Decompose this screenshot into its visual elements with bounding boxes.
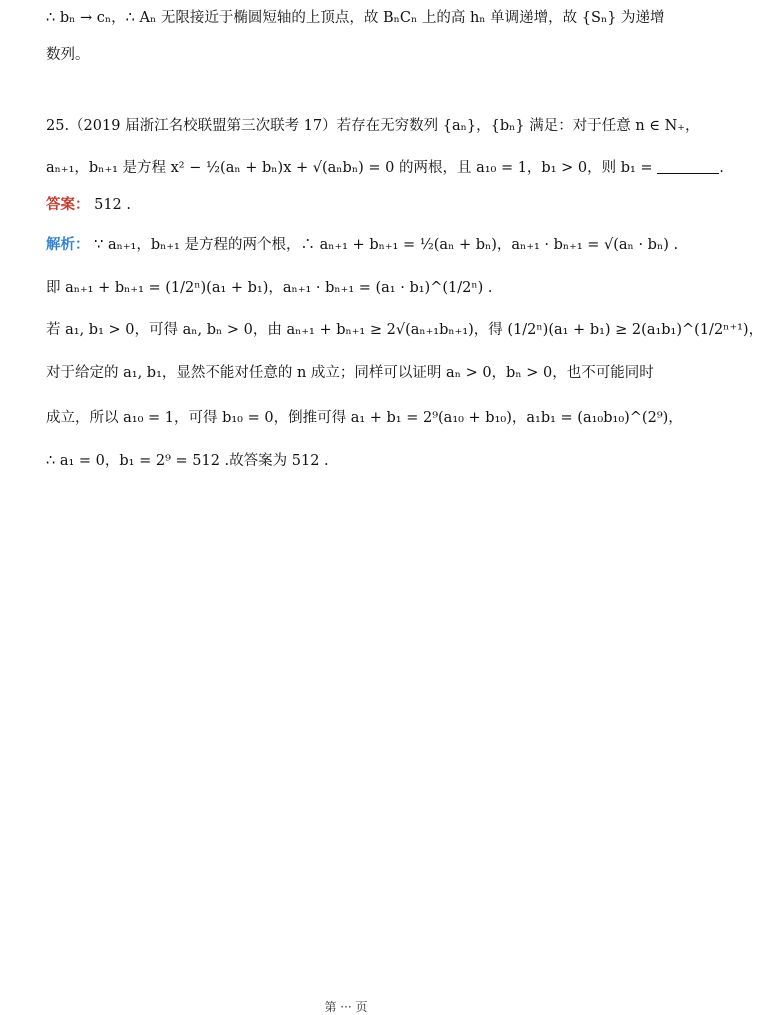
answer-blank [657,159,719,174]
answer-line [46,193,652,217]
prev-solution-line-2: 数列。 [46,47,90,63]
answer-value: 512 . [94,197,132,213]
solution-line-4: 对于给定的 a₁, b₁，显然不能对任意的 n 成立；同样可以证明 aₙ > 0，bₙ > 0，也不可能同时 [46,365,654,381]
solution-line-6: ∴ a₁ = 0，b₁ = 2⁹ = 512 .故答案为 512 . [46,453,329,469]
solution-line-2: 即 aₙ₊₁ + bₙ₊₁ = (1/2ⁿ)(a₁ + b₁)，aₙ₊₁ · bₙ₊₁ = (a₁ · b₁)^(1/2ⁿ) . [46,280,493,296]
solution-line-3: 若 a₁, b₁ > 0，可得 aₙ, bₙ > 0，由 aₙ₊₁ + bₙ₊₁ ≥ 2√(aₙ₊₁bₙ₊₁)，得 (1/2ⁿ)(a₁ + b₁) ≥ 2(a₁b₁)^(1/2ⁿ⁺¹)， [46,322,763,338]
solution-line-5: 成立，所以 a₁₀ = 1，可得 b₁₀ = 0，倒推可得 a₁ + b₁ = 2⁹(a₁₀ + b₁₀)，a₁b₁ = (a₁₀b₁₀)^(2⁹)， [46,410,683,426]
question-body [46,156,724,180]
solution-line-1 [46,233,679,257]
question-end-period: . [719,160,724,176]
solution-line-1-text: ∵ aₙ₊₁，bₙ₊₁ 是方程的两个根，∴ aₙ₊₁ + bₙ₊₁ = ½(aₙ + bₙ)，aₙ₊₁ · bₙ₊₁ = √(aₙ · bₙ) . [94,237,679,253]
solution-label: 解析： [46,237,90,253]
page-footer: 第 ··· 页 [324,1000,368,1014]
answer-label: 答案： [46,197,90,213]
question-body-text: aₙ₊₁，bₙ₊₁ 是方程 x² − ½(aₙ + bₙ)x + √(aₙbₙ) = 0 的两根，且 a₁₀ = 1，b₁ > 0，则 b₁ = [46,160,653,176]
question-header: 25.（2019 届浙江名校联盟第三次联考 17）若存在无穷数列 {aₙ}，{bₙ} 满足：对于任意 n ∈ N₊， [46,118,700,134]
prev-solution-line-1: ∴ bₙ → cₙ，∴ Aₙ 无限接近于椭圆短轴的上顶点，故 BₙCₙ 上的高 hₙ 单调递增，故 {Sₙ} 为递增 [46,10,665,26]
